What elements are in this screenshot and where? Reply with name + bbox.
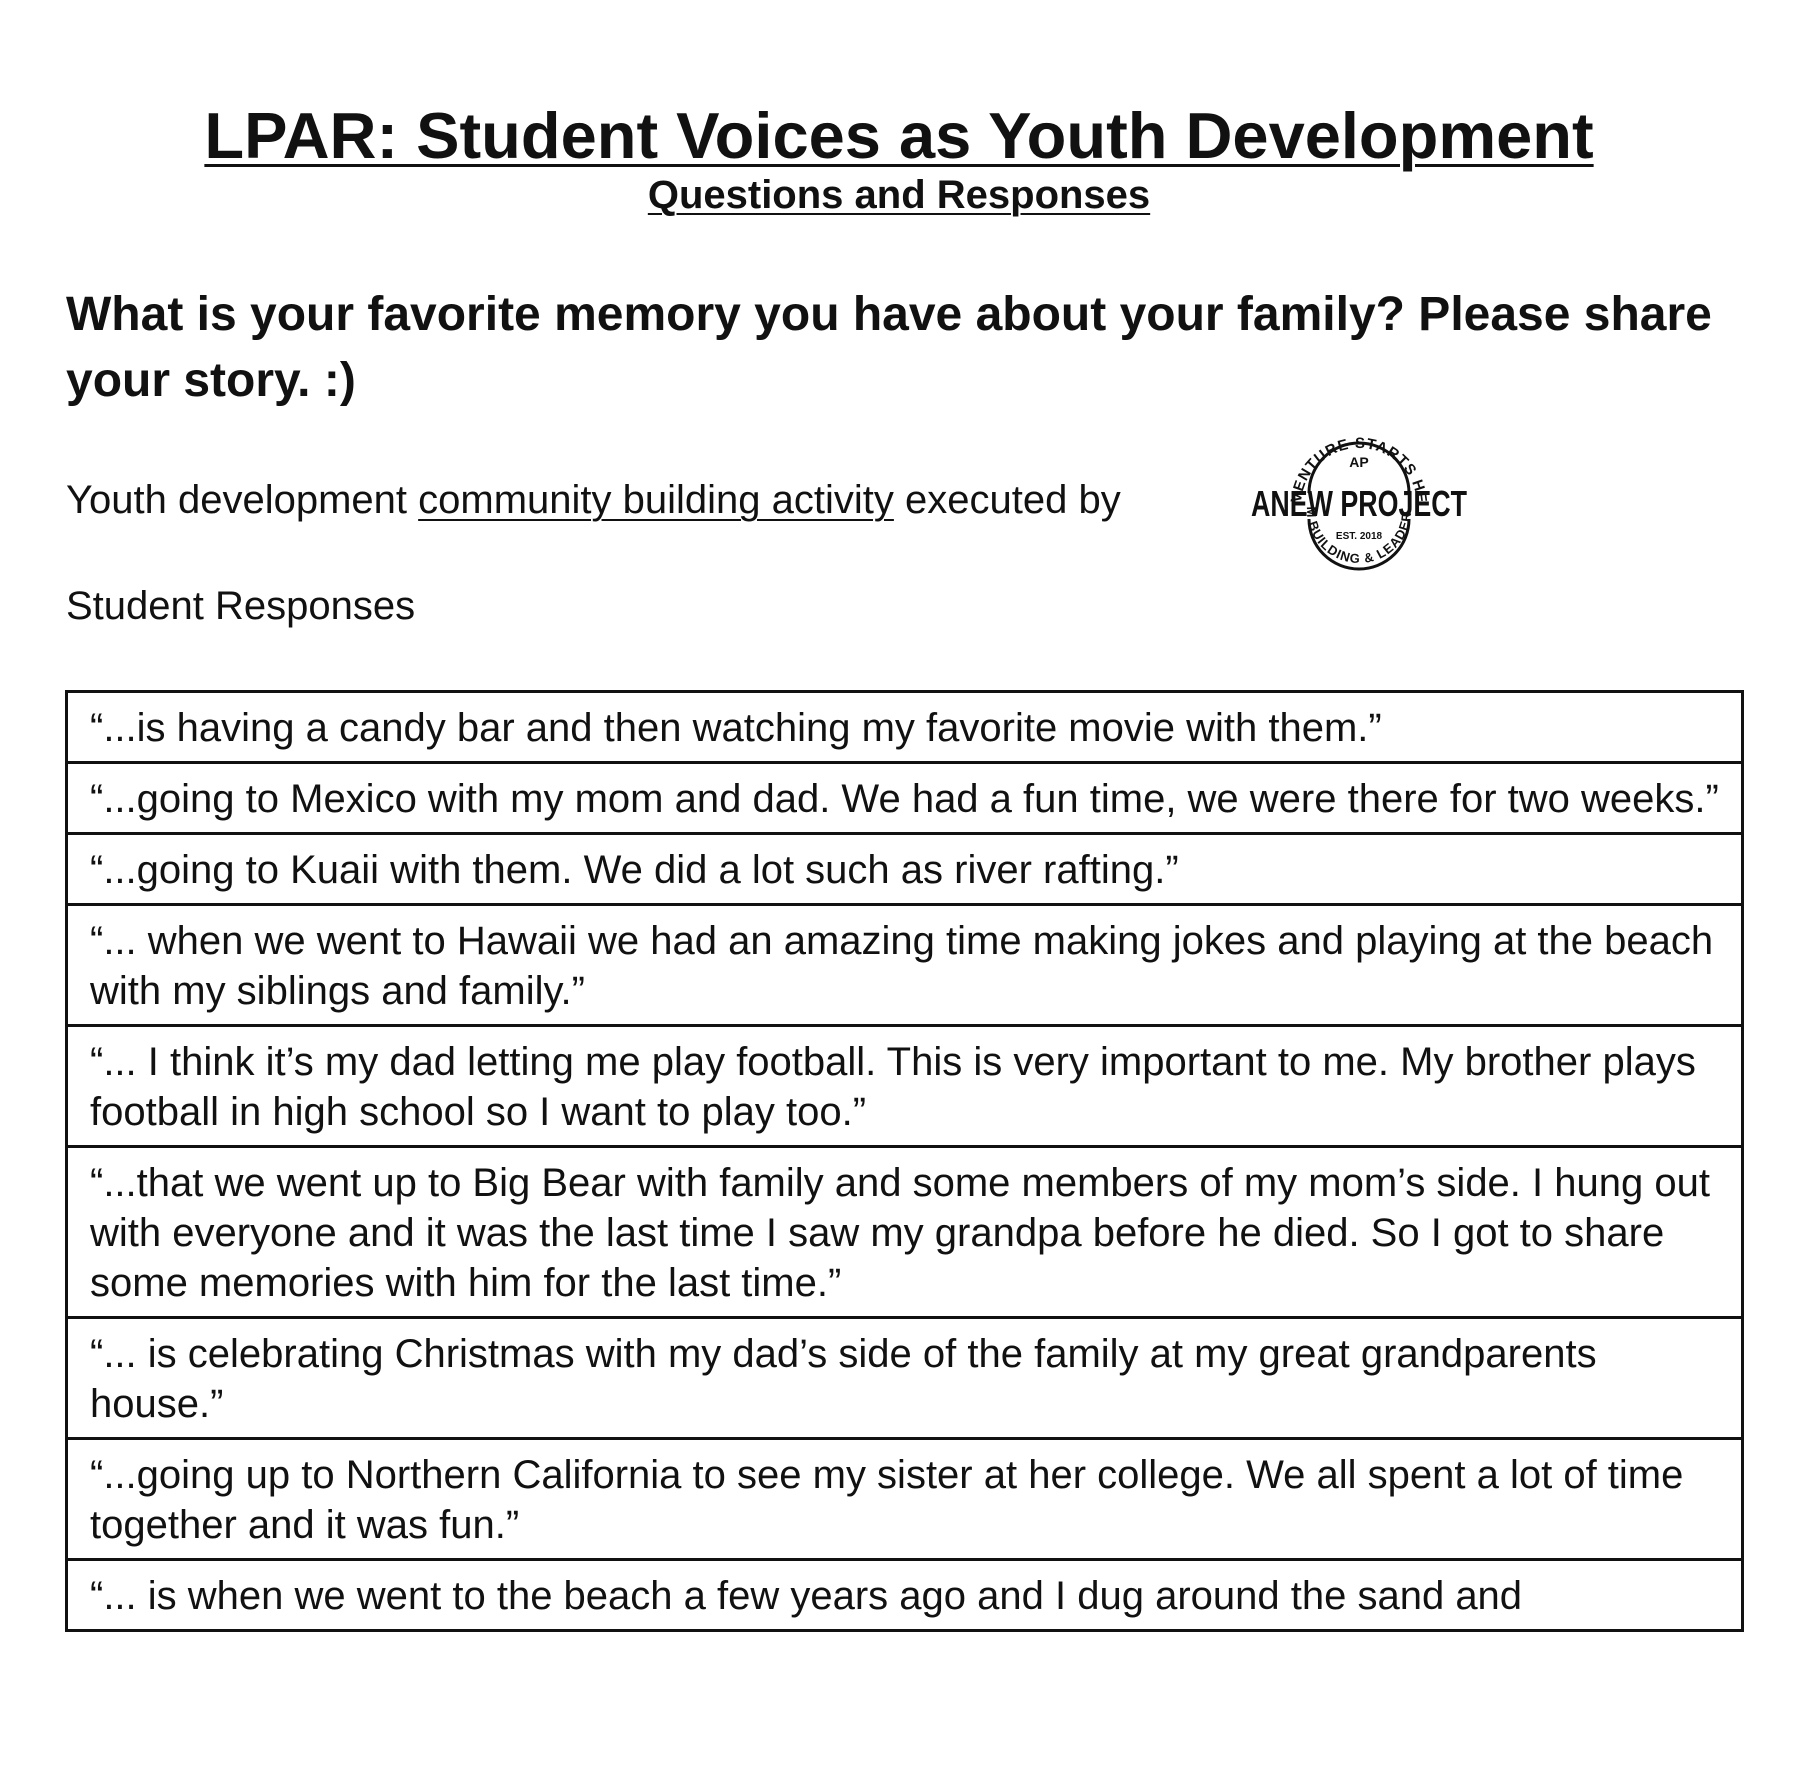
logo-graphic <box>1243 405 1475 587</box>
response-cell: “...going to Kuaii with them. We did a lot such as river rafting.” <box>67 834 1743 905</box>
table-row <box>67 1318 1743 1439</box>
response-cell: “...is having a candy bar and then watching my favorite movie with them.” <box>67 692 1743 763</box>
table-row <box>67 1026 1743 1147</box>
responses-label: Student Responses <box>66 584 416 628</box>
response-cell: “...going up to Northern California to see my sister at her college. We all spent a lot of time together and it was fun.” <box>67 1439 1743 1560</box>
table-row <box>67 905 1743 1026</box>
responses-table <box>65 690 1744 1632</box>
activity-link[interactable]: community building activity <box>418 478 894 522</box>
logo-monogram: AP <box>1349 454 1369 470</box>
table-row <box>67 1147 1743 1318</box>
table-row <box>67 1560 1743 1631</box>
table-row <box>67 763 1743 834</box>
anew-project-logo <box>1243 405 1475 587</box>
logo-name: ANEW PROJECT <box>1251 483 1467 524</box>
table-row <box>67 1439 1743 1560</box>
activity-suffix: executed by <box>893 478 1121 522</box>
response-cell: “... is celebrating Christmas with my dad’s side of the family at my great grandparents house.” <box>67 1318 1743 1439</box>
page-subtitle: Questions and Responses <box>647 173 1151 217</box>
response-cell: “... is when we went to the beach a few years ago and I dug around the sand and <box>67 1560 1743 1631</box>
activity-prefix: Youth development <box>66 478 419 522</box>
question-heading: What is your favorite memory you have about your family? Please share your story. :) <box>66 288 1712 407</box>
response-cell: “...that we went up to Big Bear with family and some members of my mom’s side. I hung out with everyone and it was the last time I saw my grandpa before he died. So I got to share some memories with him for the last time.” <box>67 1147 1743 1318</box>
table-row <box>67 834 1743 905</box>
page-title: LPAR: Student Voices as Youth Development <box>204 99 1594 172</box>
response-cell: “...going to Mexico with my mom and dad. We had a fun time, we were there for two weeks.” <box>67 763 1743 834</box>
logo-top-text: VENTURE STARTS HE <box>1287 434 1431 505</box>
activity-line <box>66 474 1121 526</box>
table-row <box>67 692 1743 763</box>
logo-bottom-text: M BUILDING & LEADER <box>1303 506 1415 567</box>
response-cell: “... I think it’s my dad letting me play football. This is very important to me. My brother plays football in high school so I want to play too.” <box>67 1026 1743 1147</box>
logo-est: EST. 2018 <box>1335 531 1383 542</box>
response-cell: “... when we went to Hawaii we had an amazing time making jokes and playing at the beach with my siblings and family.” <box>67 905 1743 1026</box>
